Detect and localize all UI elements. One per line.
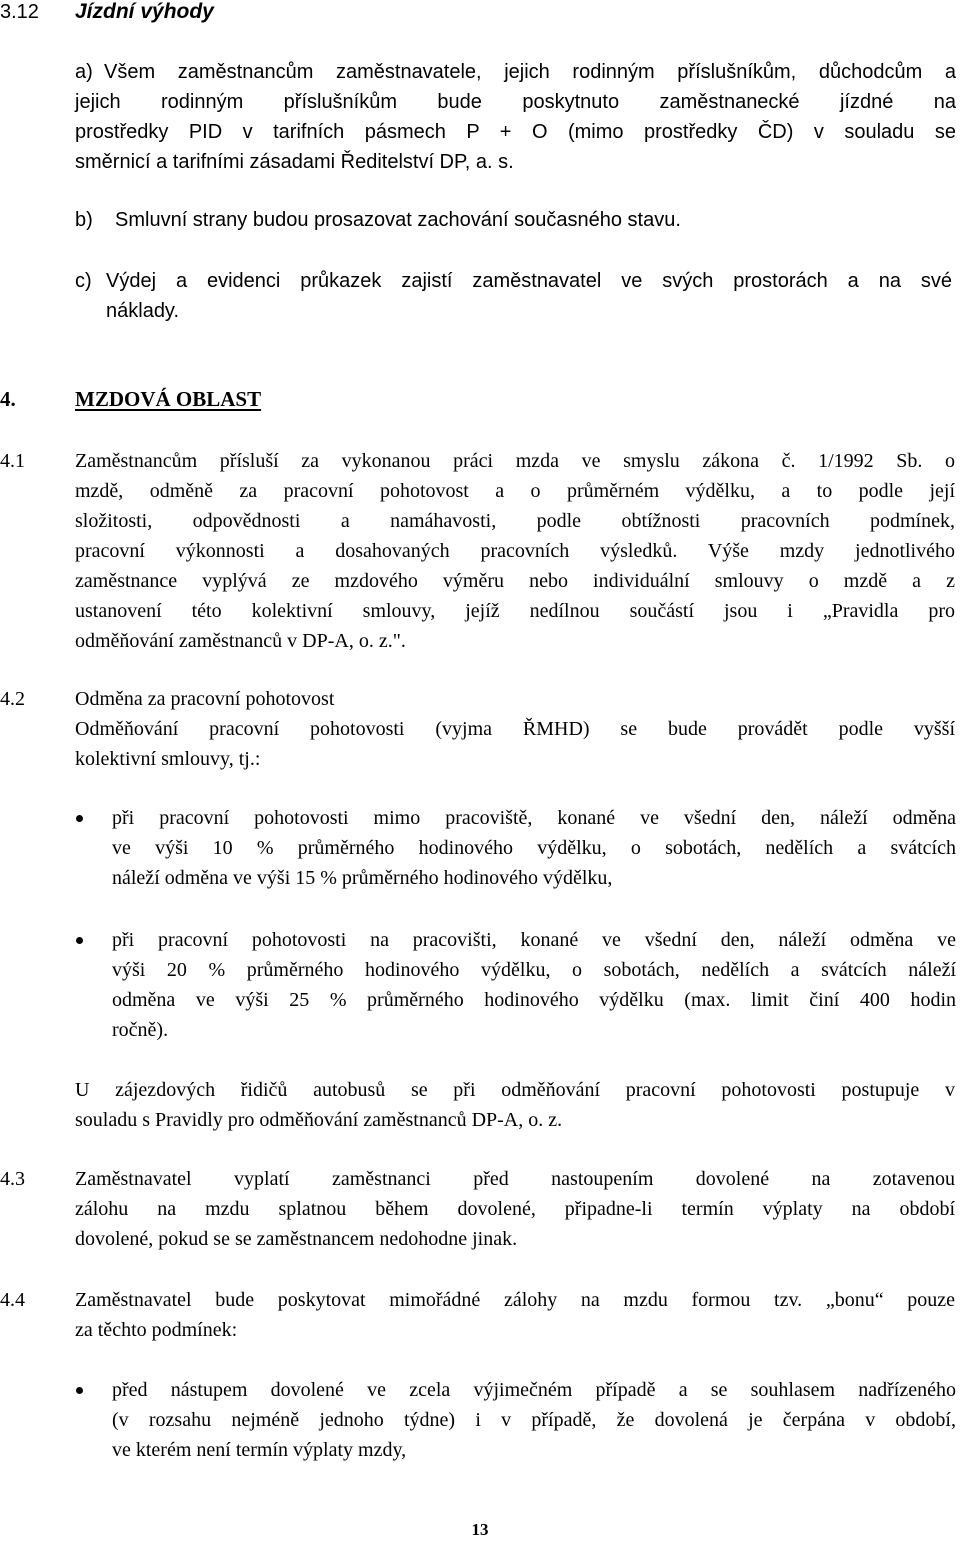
bullet-icon bbox=[76, 815, 83, 822]
item-text-a-cont bbox=[75, 87, 956, 177]
text-line: ve kterém není termín výplaty mzdy, bbox=[112, 1439, 407, 1461]
text-line: Zaměstnavatel vyplatí zaměstnanci před nastoupením dovolené na zotavenou bbox=[75, 1168, 955, 1190]
clause-outro-4-2 bbox=[75, 1075, 955, 1135]
clause-number-4-3: 4.3 bbox=[0, 1168, 25, 1190]
item-text-c bbox=[106, 266, 952, 326]
text-line: při pracovní pohotovosti na pracovišti, konané ve všední den, náleží odměna ve bbox=[112, 929, 956, 951]
section-number: 3.12 bbox=[0, 1, 39, 23]
text-line: před nástupem dovolené ve zcela výjimečném případě a se souhlasem nadřízeného bbox=[112, 1379, 956, 1401]
text-line: náklady. bbox=[106, 300, 180, 322]
clause-intro-4-2 bbox=[75, 714, 955, 774]
text-line: dovolené, pokud se se zaměstnancem nedohodne jinak. bbox=[75, 1228, 518, 1250]
item-text-b bbox=[115, 205, 955, 235]
text-line: U zájezdových řidičů autobusů se při odměňování pracovní pohotovosti postupuje v bbox=[75, 1079, 955, 1101]
clause-text-4-1 bbox=[75, 446, 955, 656]
text-line: kolektivní smlouvy, tj.: bbox=[75, 748, 261, 770]
text-line: odměňování zaměstnanců v DP-A, o. z.". bbox=[75, 630, 406, 652]
item-label-b: b) bbox=[75, 209, 93, 231]
text-line: zaměstnance vyplývá ze mzdového výměru nebo individuální smlouvy o mzdě a z bbox=[75, 570, 955, 592]
text-line: při pracovní pohotovosti mimo pracoviště, konané ve všední den, náleží odměna bbox=[112, 807, 956, 829]
text-line: (v rozsahu nejméně jednoho týdne) i v případě, že dovolená je čerpána v období, bbox=[112, 1409, 956, 1431]
clause-number-4-4: 4.4 bbox=[0, 1289, 25, 1311]
text-line: jejich rodinným příslušníkům bude poskytnuto zaměstnanecké jízdné na bbox=[75, 91, 956, 113]
text-line: složitosti, odpovědnosti a namáhavosti, podle obtížnosti pracovních podmínek, bbox=[75, 510, 955, 532]
bullet-text bbox=[112, 925, 956, 1045]
page-number: 13 bbox=[471, 1520, 489, 1539]
text-line: Smluvní strany budou prosazovat zachování současného stavu. bbox=[115, 209, 681, 231]
text-line: ve výši 10 % průměrného hodinového výdělku, o sobotách, nedělích a svátcích bbox=[112, 837, 956, 859]
section-4-number: 4. bbox=[0, 387, 16, 411]
text-line: Odměňování pracovní pohotovosti (vyjma ŘMHD) se bude provádět podle vyšší bbox=[75, 718, 955, 740]
text-line: prostředky PID v tarifních pásmech P + O (mimo prostředky ČD) v souladu se bbox=[75, 121, 956, 143]
bullet-text bbox=[112, 803, 956, 893]
clause-number-4-2: 4.2 bbox=[0, 688, 25, 710]
text-line: Zaměstnancům přísluší za vykonanou práci mzda ve smyslu zákona č. 1/1992 Sb. o bbox=[75, 450, 955, 472]
clause-intro-4-4 bbox=[75, 1285, 955, 1345]
bullet-icon bbox=[76, 937, 83, 944]
text-line: Výdej a evidenci průkazek zajistí zaměstnavatel ve svých prostorách a na své bbox=[106, 270, 952, 292]
text-line: Zaměstnavatel bude poskytovat mimořádné zálohy na mzdu formou tzv. „bonu“ pouze bbox=[75, 1289, 955, 1311]
section-title: Jízdní výhody bbox=[75, 0, 214, 23]
text-line: odměna ve výši 25 % průměrného hodinového výdělku (max. limit činí 400 hodin bbox=[112, 989, 956, 1011]
text-line: zálohu na mzdu splatnou během dovolené, připadne-li termín výplaty na období bbox=[75, 1198, 955, 1220]
text-line: pracovní výkonnosti a dosahovaných pracovních výsledků. Výše mzdy jednotlivého bbox=[75, 540, 955, 562]
text-line: výši 20 % průměrného hodinového výdělku, o sobotách, nedělích a svátcích náleží bbox=[112, 959, 956, 981]
clause-number-4-1: 4.1 bbox=[0, 450, 25, 472]
clause-text-4-3 bbox=[75, 1164, 955, 1254]
text-line: za těchto podmínek: bbox=[75, 1319, 238, 1341]
text-line: souladu s Pravidly pro odměňování zaměstnanců DP-A, o. z. bbox=[75, 1109, 563, 1131]
bullet-text bbox=[112, 1375, 956, 1465]
item-text-a bbox=[104, 57, 956, 87]
bullet-icon bbox=[76, 1387, 83, 1394]
item-label-c: c) bbox=[75, 270, 92, 292]
section-4-title: MZDOVÁ OBLAST bbox=[75, 387, 262, 411]
text-line: směrnicí a tarifními zásadami Ředitelství DP, a. s. bbox=[75, 151, 514, 173]
text-line: mzdě, odměně za pracovní pohotovost a o průměrném výdělku, a to podle její bbox=[75, 480, 955, 502]
item-label-a: a) bbox=[75, 61, 93, 83]
text-line: ročně). bbox=[112, 1019, 169, 1041]
clause-title-4-2 bbox=[75, 684, 955, 714]
text-line: Odměna za pracovní pohotovost bbox=[75, 688, 335, 710]
text-line: Všem zaměstnancům zaměstnavatele, jejich rodinným příslušníkům, důchodcům a bbox=[104, 61, 956, 83]
text-line: ustanovení této kolektivní smlouvy, jejíž nedílnou součástí jsou i „Pravidla pro bbox=[75, 600, 955, 622]
text-line: náleží odměna ve výši 15 % průměrného hodinového výdělku, bbox=[112, 867, 613, 889]
